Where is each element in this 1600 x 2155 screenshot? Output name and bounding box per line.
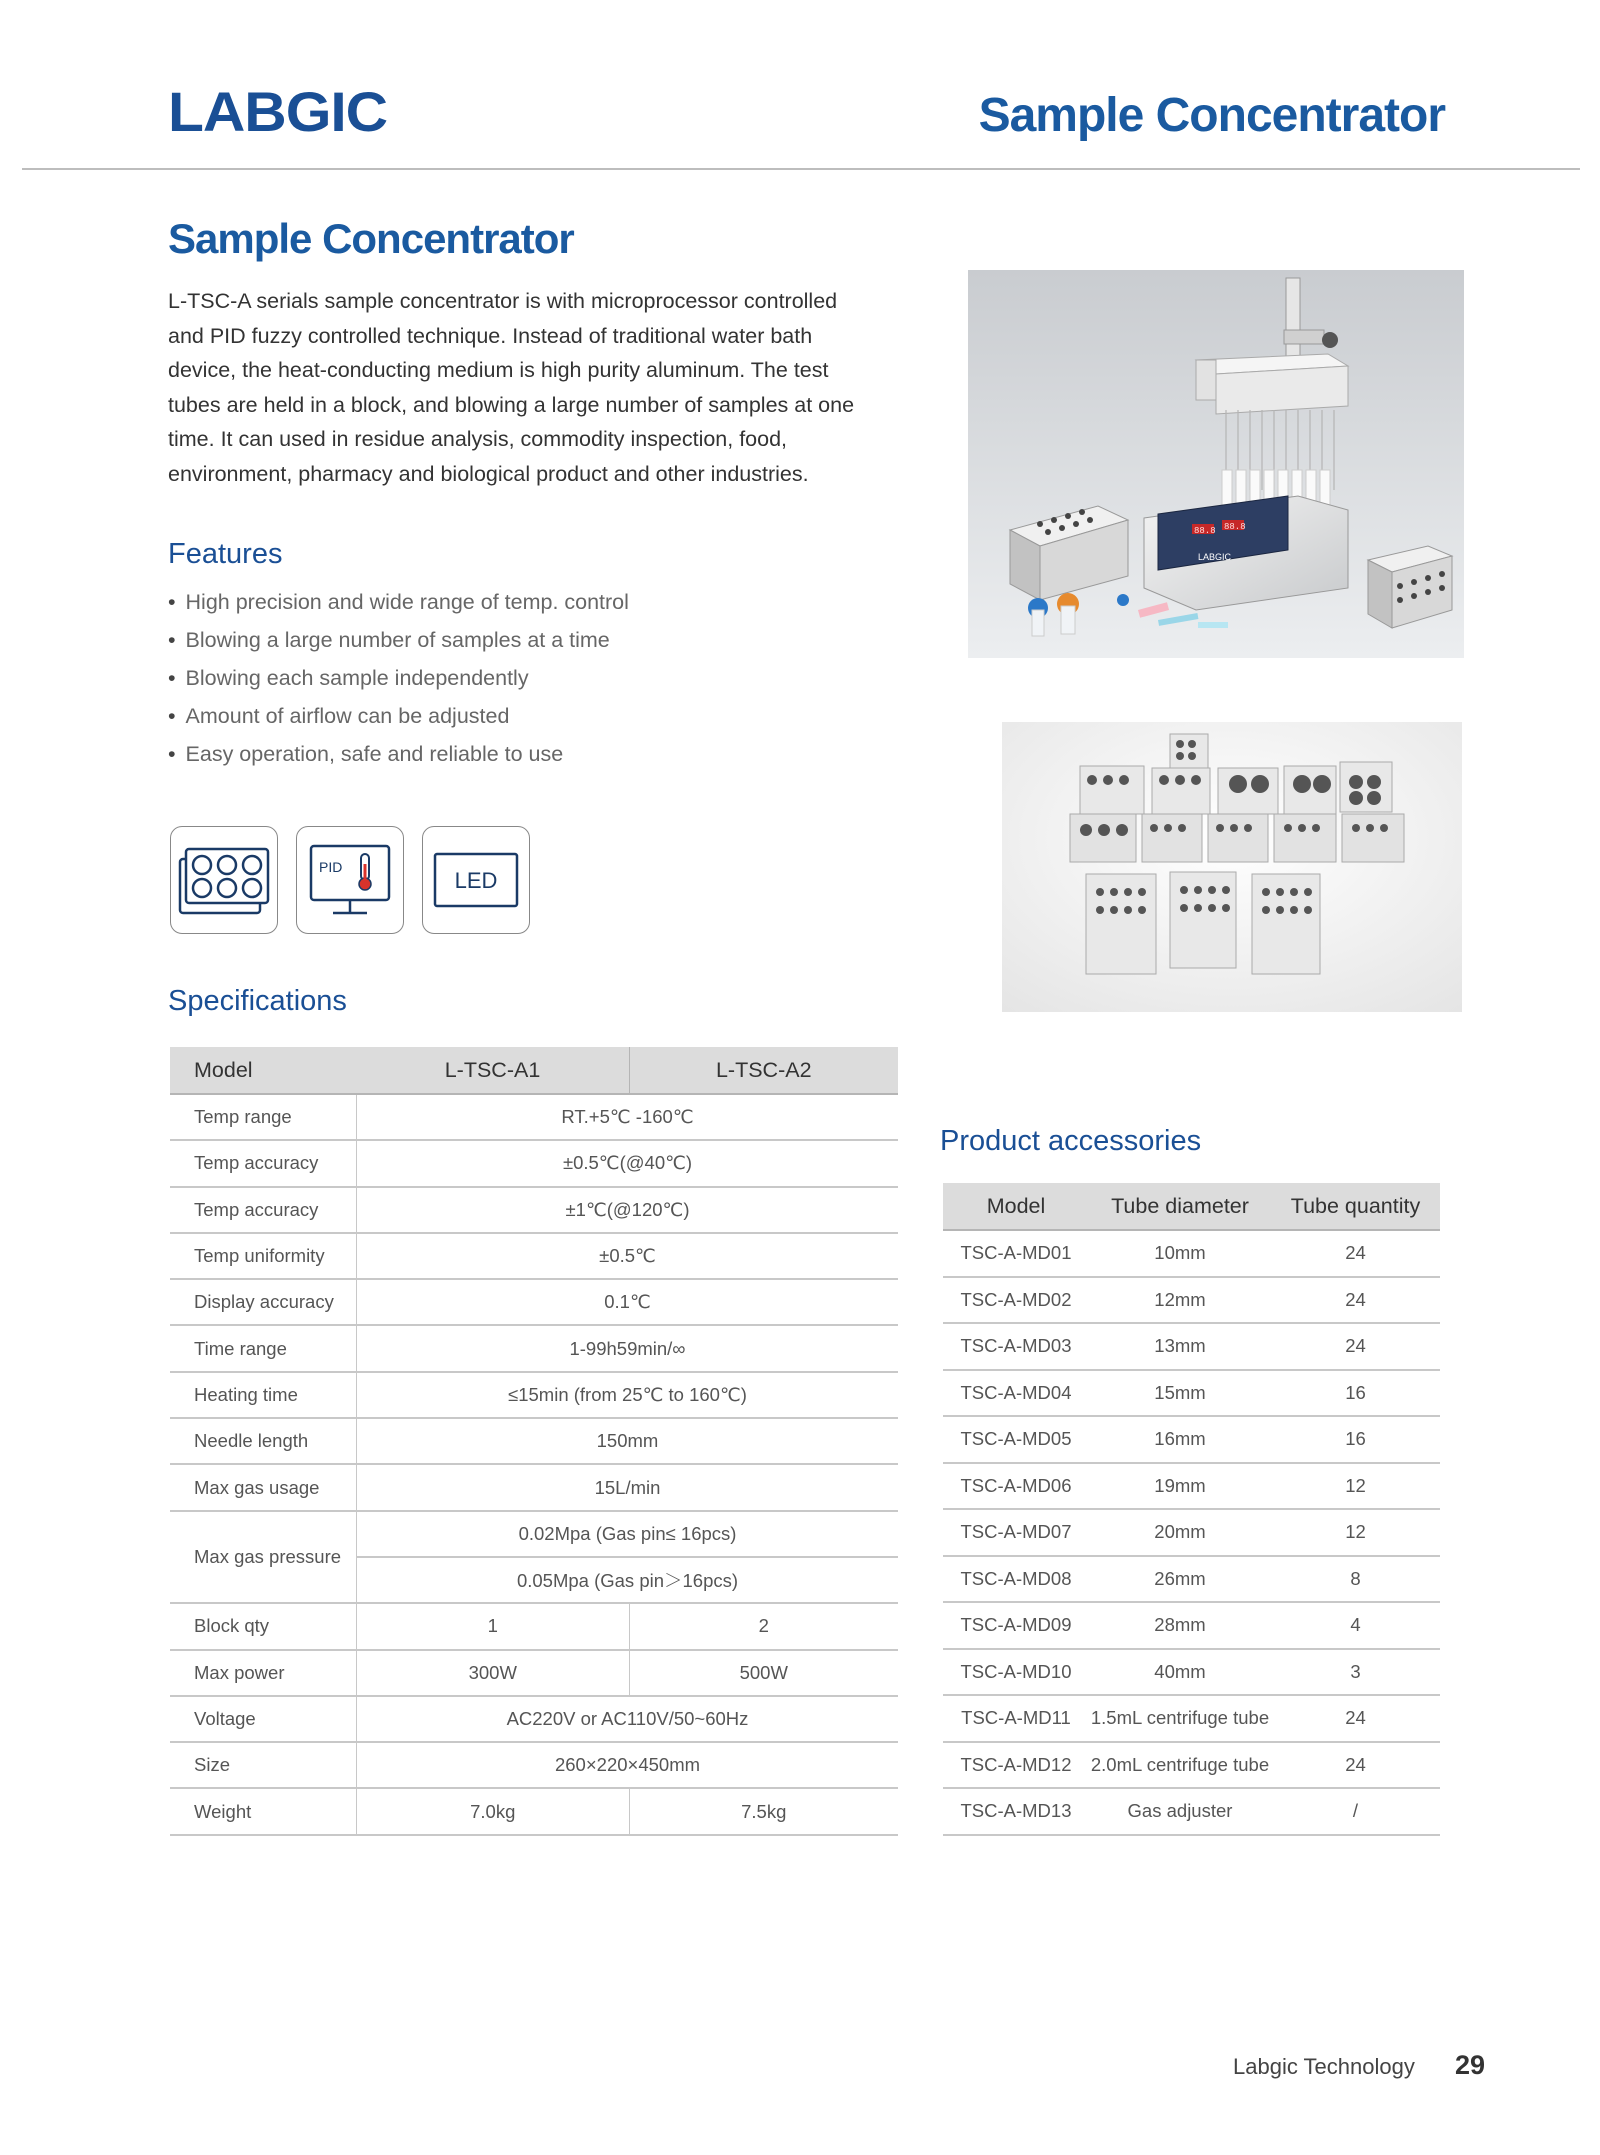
led-icon: [422, 826, 530, 934]
table-row: TSC-A-MD05 16mm 16: [943, 1416, 1440, 1463]
bullet-icon: •: [168, 742, 176, 766]
table-row: Temp accuracy ±1℃(@120℃): [170, 1187, 898, 1233]
block-grid-icon: [170, 826, 278, 934]
footer-company: Labgic Technology: [1233, 2054, 1415, 2079]
pid-thermometer-icon: [296, 826, 404, 934]
svg-text:LED: LED: [454, 868, 498, 893]
header-divider: [22, 168, 1580, 170]
svg-text:88.8: 88.8: [1194, 526, 1216, 536]
table-row: TSC-A-MD01 10mm 24: [943, 1230, 1440, 1277]
table-row: Temp uniformity ±0.5℃: [170, 1233, 898, 1279]
column-header: Model: [943, 1183, 1089, 1230]
features-heading: Features: [168, 538, 283, 570]
bullet-icon: •: [168, 666, 176, 690]
feature-item: • High precision and wide range of temp. control: [168, 590, 629, 614]
table-row: TSC-A-MD12 2.0mL centrifuge tube 24: [943, 1742, 1440, 1789]
column-header: Tube diameter: [1089, 1183, 1271, 1230]
table-row: Time range 1-99h59min/∞: [170, 1325, 898, 1371]
page-number: 29: [1455, 2050, 1486, 2080]
table-row: Needle length 150mm: [170, 1418, 898, 1464]
product-photo-blocks: [1002, 722, 1462, 1012]
column-header: L-TSC-A1: [357, 1047, 630, 1094]
table-row: TSC-A-MD10 40mm 3: [943, 1649, 1440, 1696]
feature-item: • Amount of airflow can be adjusted: [168, 704, 510, 728]
accessories-heading: Product accessories: [940, 1125, 1202, 1157]
table-row: 0.05Mpa (Gas pin＞16pcs): [170, 1557, 898, 1603]
table-row: Weight 7.0kg 7.5kg: [170, 1788, 898, 1834]
column-header: Model: [170, 1047, 357, 1094]
table-row: Max gas pressure 0.02Mpa (Gas pin≤ 16pcs): [170, 1511, 898, 1557]
table-row: TSC-A-MD02 12mm 24: [943, 1277, 1440, 1324]
table-row: TSC-A-MD06 19mm 12: [943, 1463, 1440, 1510]
bullet-icon: •: [168, 590, 176, 614]
feature-icons: [170, 826, 530, 934]
table-row: TSC-A-MD07 20mm 12: [943, 1509, 1440, 1556]
header-title: Sample Concentrator: [978, 89, 1445, 142]
table-row: Voltage AC220V or AC110V/50~60Hz: [170, 1696, 898, 1742]
table-header-row: [943, 1183, 1440, 1230]
svg-text:PID: PID: [319, 859, 343, 875]
bullet-icon: •: [168, 628, 176, 652]
table-row: Heating time ≤15min (from 25℃ to 160℃): [170, 1372, 898, 1418]
table-row: Temp range RT.+5℃ -160℃: [170, 1094, 898, 1140]
feature-item: • Easy operation, safe and reliable to use: [168, 742, 564, 766]
feature-item: • Blowing a large number of samples at a time: [168, 628, 610, 652]
table-row: TSC-A-MD04 15mm 16: [943, 1370, 1440, 1417]
accessories-table: [943, 1183, 1440, 1836]
column-header: Tube quantity: [1271, 1183, 1440, 1230]
table-row: Max gas usage 15L/min: [170, 1464, 898, 1510]
svg-text:88.8: 88.8: [1224, 522, 1246, 532]
table-row: Max power 300W 500W: [170, 1650, 898, 1696]
svg-text:LABGIC: LABGIC: [1198, 552, 1232, 562]
table-row: Display accuracy 0.1℃: [170, 1279, 898, 1325]
column-header: L-TSC-A2: [629, 1047, 898, 1094]
features-list: [168, 583, 629, 773]
table-row: Block qty 1 2: [170, 1603, 898, 1649]
specifications-heading: Specifications: [168, 985, 347, 1017]
table-row: TSC-A-MD11 1.5mL centrifuge tube 24: [943, 1695, 1440, 1742]
feature-item: • Blowing each sample independently: [168, 666, 529, 690]
product-photo-concentrator: [968, 270, 1464, 658]
table-row: TSC-A-MD09 28mm 4: [943, 1602, 1440, 1649]
table-row: TSC-A-MD13 Gas adjuster /: [943, 1788, 1440, 1835]
bullet-icon: •: [168, 704, 176, 728]
table-row: Temp accuracy ±0.5℃(@40℃): [170, 1140, 898, 1186]
table-header-row: [170, 1047, 898, 1094]
section-title: Sample Concentrator: [168, 215, 574, 262]
brand-logo: LABGIC: [168, 80, 388, 143]
table-row: Size 260×220×450mm: [170, 1742, 898, 1788]
table-row: TSC-A-MD08 26mm 8: [943, 1556, 1440, 1603]
product-description: L-TSC-A serials sample concentrator is with microprocessor controlled and PID fuzzy controlled technique. Instead of traditional water bath device, the heat-conducting medium is high purity aluminum. The test tubes are held in a block, and blowing a large number of samples at one time. It can used in residue analysis, commodity inspection, food, environment, pharmacy and biological product and other industries.: [168, 289, 855, 486]
specifications-table: [170, 1047, 898, 1836]
table-row: TSC-A-MD03 13mm 24: [943, 1323, 1440, 1370]
